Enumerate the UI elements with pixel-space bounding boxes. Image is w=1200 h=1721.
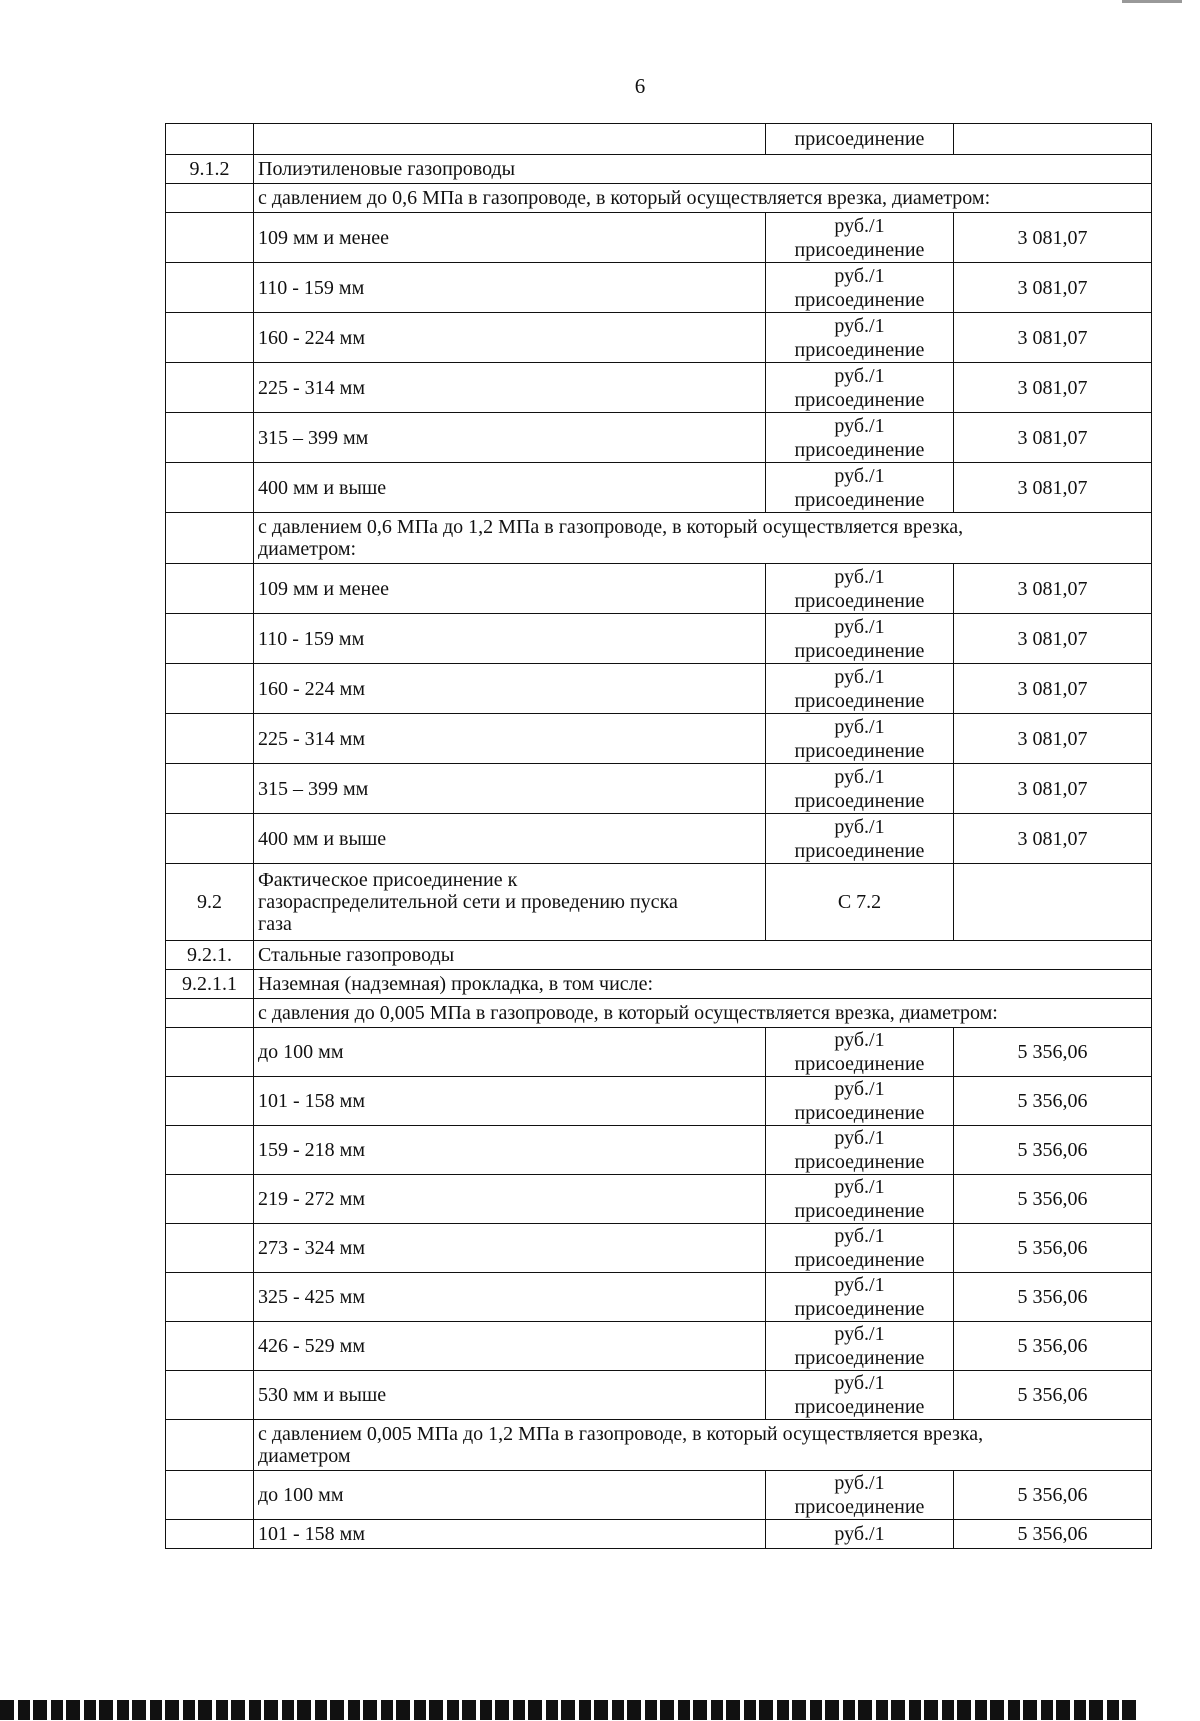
unit-line: руб./1 (834, 1323, 885, 1345)
price-cell: 3 081,07 (954, 363, 1152, 413)
unit-line: руб./1 (834, 665, 885, 688)
unit-line: руб./1 (834, 615, 885, 638)
unit-cell (766, 413, 954, 463)
price-cell: 5 356,06 (954, 1224, 1152, 1273)
unit-line: присоединение (794, 1200, 925, 1222)
name-cell (254, 124, 766, 155)
table-row (166, 463, 1152, 513)
unit-line: руб./1 (834, 414, 885, 437)
unit-cell: присоединение (766, 124, 954, 155)
section-title: Стальные газопроводы (254, 941, 1152, 970)
section-title: Наземная (надземная) прокладка, в том числе: (254, 970, 1152, 999)
section-code: 9.2.1. (166, 941, 254, 970)
code-cell (166, 213, 254, 263)
code-cell (166, 263, 254, 313)
code-cell (166, 814, 254, 864)
code-cell (166, 363, 254, 413)
price-cell: 3 081,07 (954, 263, 1152, 313)
price-cell: 3 081,07 (954, 213, 1152, 263)
code-cell (166, 1224, 254, 1273)
price-cell: 5 356,06 (954, 1322, 1152, 1371)
tariff-table-body (166, 124, 1152, 1549)
unit-line: руб./1 (834, 364, 885, 387)
unit-line: присоединение (794, 1347, 925, 1369)
unit-line: присоединение (794, 589, 925, 612)
unit-line: руб./1 (834, 1523, 885, 1545)
group-label (254, 513, 1152, 564)
unit-line: присоединение (794, 839, 925, 862)
table-row (166, 1126, 1152, 1175)
section-code: 9.2.1.1 (166, 970, 254, 999)
group-label-row (166, 184, 1152, 213)
unit-cell (766, 1520, 954, 1549)
unit-line: руб./1 (834, 314, 885, 337)
code-cell (166, 513, 254, 564)
unit-cell (766, 313, 954, 363)
group-label-line: с давлением 0,005 МПа до 1,2 МПа в газопроводе, в который осуществляется врезка, (258, 1423, 984, 1445)
table-row (166, 1471, 1152, 1520)
section-title-line: Фактическое присоединение к (258, 869, 518, 891)
unit-line: руб./1 (834, 715, 885, 738)
section-title-line: газораспределительной сети и проведению пуска (258, 891, 678, 913)
group-label-line: с давлением 0,6 МПа до 1,2 МПа в газопроводе, в который осуществляется врезка, (258, 516, 964, 538)
diameter-cell: 426 - 529 мм (254, 1322, 766, 1371)
unit-line: руб./1 (834, 1176, 885, 1198)
diameter-cell: 110 - 159 мм (254, 263, 766, 313)
diameter-cell: 225 - 314 мм (254, 714, 766, 764)
code-cell (166, 184, 254, 213)
code-cell (166, 313, 254, 363)
table-row (166, 313, 1152, 363)
table-row (166, 1371, 1152, 1420)
price-cell: 3 081,07 (954, 714, 1152, 764)
unit-line: присоединение (794, 689, 925, 712)
unit-cell (766, 263, 954, 313)
price-cell: 3 081,07 (954, 313, 1152, 363)
unit-line: руб./1 (834, 1127, 885, 1149)
diameter-cell: до 100 мм (254, 1028, 766, 1077)
code-cell (166, 614, 254, 664)
price-cell: 3 081,07 (954, 463, 1152, 513)
section-title: Полиэтиленовые газопроводы (254, 155, 1152, 184)
table-row (166, 564, 1152, 614)
price-cell: 5 356,06 (954, 1471, 1152, 1520)
code-cell (166, 1420, 254, 1471)
unit-cell: С 7.2 (766, 864, 954, 941)
unit-cell (766, 1077, 954, 1126)
unit-cell (766, 213, 954, 263)
price-cell: 3 081,07 (954, 664, 1152, 714)
section-row-9-2-1 (166, 941, 1152, 970)
unit-line: присоединение (794, 438, 925, 461)
unit-cell (766, 1322, 954, 1371)
unit-line: руб./1 (834, 1472, 885, 1494)
unit-line: присоединение (794, 1249, 925, 1271)
section-title (254, 864, 766, 941)
price-cell (954, 124, 1152, 155)
code-cell (166, 1520, 254, 1549)
table-row (166, 1224, 1152, 1273)
unit-cell (766, 1028, 954, 1077)
diameter-cell: 110 - 159 мм (254, 614, 766, 664)
unit-line: присоединение (794, 288, 925, 311)
unit-line: присоединение (794, 488, 925, 511)
unit-line: присоединение (794, 388, 925, 411)
diameter-cell: 160 - 224 мм (254, 313, 766, 363)
diameter-cell: 530 мм и выше (254, 1371, 766, 1420)
group-label-row (166, 1420, 1152, 1471)
unit-line: руб./1 (834, 1225, 885, 1247)
unit-cell (766, 714, 954, 764)
diameter-cell: 315 – 399 мм (254, 413, 766, 463)
unit-cell (766, 363, 954, 413)
table-row (166, 764, 1152, 814)
code-cell (166, 1371, 254, 1420)
unit-line: руб./1 (834, 565, 885, 588)
group-label-row (166, 513, 1152, 564)
price-cell: 5 356,06 (954, 1273, 1152, 1322)
price-cell: 5 356,06 (954, 1126, 1152, 1175)
unit-cell (766, 1224, 954, 1273)
table-row (166, 714, 1152, 764)
code-cell (166, 1028, 254, 1077)
group-label: с давления до 0,005 МПа в газопроводе, в который осуществляется врезка, диаметром: (254, 999, 1152, 1028)
section-row-9-2-1-1 (166, 970, 1152, 999)
code-cell (166, 999, 254, 1028)
diameter-cell: 159 - 218 мм (254, 1126, 766, 1175)
unit-line: присоединение (794, 238, 925, 261)
diameter-cell: 219 - 272 мм (254, 1175, 766, 1224)
code-cell (166, 1322, 254, 1371)
diameter-cell: 400 мм и выше (254, 463, 766, 513)
unit-line: руб./1 (834, 214, 885, 237)
unit-cell (766, 814, 954, 864)
scan-edge-mark (1122, 0, 1182, 3)
unit-cell (766, 463, 954, 513)
price-cell: 3 081,07 (954, 764, 1152, 814)
unit-line: присоединение (794, 1053, 925, 1075)
code-cell (166, 1471, 254, 1520)
table-row (166, 363, 1152, 413)
unit-line: присоединение (794, 739, 925, 762)
price-cell: 5 356,06 (954, 1520, 1152, 1549)
unit-cell (766, 764, 954, 814)
table-row (166, 213, 1152, 263)
code-cell (166, 463, 254, 513)
diameter-cell: до 100 мм (254, 1471, 766, 1520)
unit-line: руб./1 (834, 1372, 885, 1394)
group-label-line: диаметром (258, 1445, 351, 1467)
group-label (254, 1420, 1152, 1471)
table-row (166, 1077, 1152, 1126)
unit-line: присоединение (794, 639, 925, 662)
price-cell: 3 081,07 (954, 614, 1152, 664)
code-cell (166, 1077, 254, 1126)
price-cell: 5 356,06 (954, 1028, 1152, 1077)
diameter-cell: 101 - 158 мм (254, 1520, 766, 1549)
table-row (166, 1520, 1152, 1549)
unit-line: присоединение (794, 1151, 925, 1173)
table-row (166, 1322, 1152, 1371)
unit-line: присоединение (794, 1496, 925, 1518)
unit-cell (766, 1471, 954, 1520)
unit-cell (766, 564, 954, 614)
unit-line: руб./1 (834, 765, 885, 788)
unit-line: руб./1 (834, 464, 885, 487)
diameter-cell: 273 - 324 мм (254, 1224, 766, 1273)
unit-line: руб./1 (834, 1078, 885, 1100)
price-cell: 5 356,06 (954, 1077, 1152, 1126)
diameter-cell: 325 - 425 мм (254, 1273, 766, 1322)
scan-barcode-strip (0, 1700, 1140, 1720)
tariff-table (165, 123, 1152, 1549)
unit-cell (766, 1126, 954, 1175)
code-cell (166, 664, 254, 714)
table-row (166, 814, 1152, 864)
unit-cell (766, 664, 954, 714)
price-cell (954, 864, 1152, 941)
code-cell (166, 714, 254, 764)
unit-line: руб./1 (834, 1274, 885, 1296)
unit-cell (766, 1175, 954, 1224)
unit-line: руб./1 (834, 1029, 885, 1051)
table-row (166, 1273, 1152, 1322)
table-row (166, 1175, 1152, 1224)
table-row (166, 1028, 1152, 1077)
page-number: 6 (634, 74, 646, 98)
section-code: 9.1.2 (166, 155, 254, 184)
unit-line: присоединение (794, 1298, 925, 1320)
table-row (166, 413, 1152, 463)
section-row-9-2 (166, 864, 1152, 941)
diameter-cell: 109 мм и менее (254, 564, 766, 614)
table-row (166, 263, 1152, 313)
unit-line: присоединение (794, 1102, 925, 1124)
code-cell (166, 764, 254, 814)
group-label: с давлением до 0,6 МПа в газопроводе, в который осуществляется врезка, диаметром: (254, 184, 1152, 213)
diameter-cell: 109 мм и менее (254, 213, 766, 263)
table-row (166, 124, 1152, 155)
table-row (166, 664, 1152, 714)
unit-cell (766, 1273, 954, 1322)
unit-line: присоединение (794, 338, 925, 361)
price-cell: 5 356,06 (954, 1175, 1152, 1224)
code-cell (166, 413, 254, 463)
unit-line: присоединение (794, 789, 925, 812)
unit-cell (766, 1371, 954, 1420)
code-cell (166, 1273, 254, 1322)
diameter-cell: 101 - 158 мм (254, 1077, 766, 1126)
section-row-9-1-2 (166, 155, 1152, 184)
section-title-line: газа (258, 913, 292, 935)
diameter-cell: 160 - 224 мм (254, 664, 766, 714)
group-label-line: диаметром: (258, 538, 357, 560)
unit-line: присоединение (794, 1396, 925, 1418)
code-cell (166, 1126, 254, 1175)
price-cell: 5 356,06 (954, 1371, 1152, 1420)
diameter-cell: 315 – 399 мм (254, 764, 766, 814)
diameter-cell: 400 мм и выше (254, 814, 766, 864)
section-code: 9.2 (166, 864, 254, 941)
code-cell (166, 1175, 254, 1224)
group-label-row (166, 999, 1152, 1028)
unit-line: руб./1 (834, 264, 885, 287)
unit-line: руб./1 (834, 815, 885, 838)
code-cell (166, 124, 254, 155)
unit-cell (766, 614, 954, 664)
price-cell: 3 081,07 (954, 564, 1152, 614)
code-cell (166, 564, 254, 614)
price-cell: 3 081,07 (954, 413, 1152, 463)
table-row (166, 614, 1152, 664)
price-cell: 3 081,07 (954, 814, 1152, 864)
diameter-cell: 225 - 314 мм (254, 363, 766, 413)
